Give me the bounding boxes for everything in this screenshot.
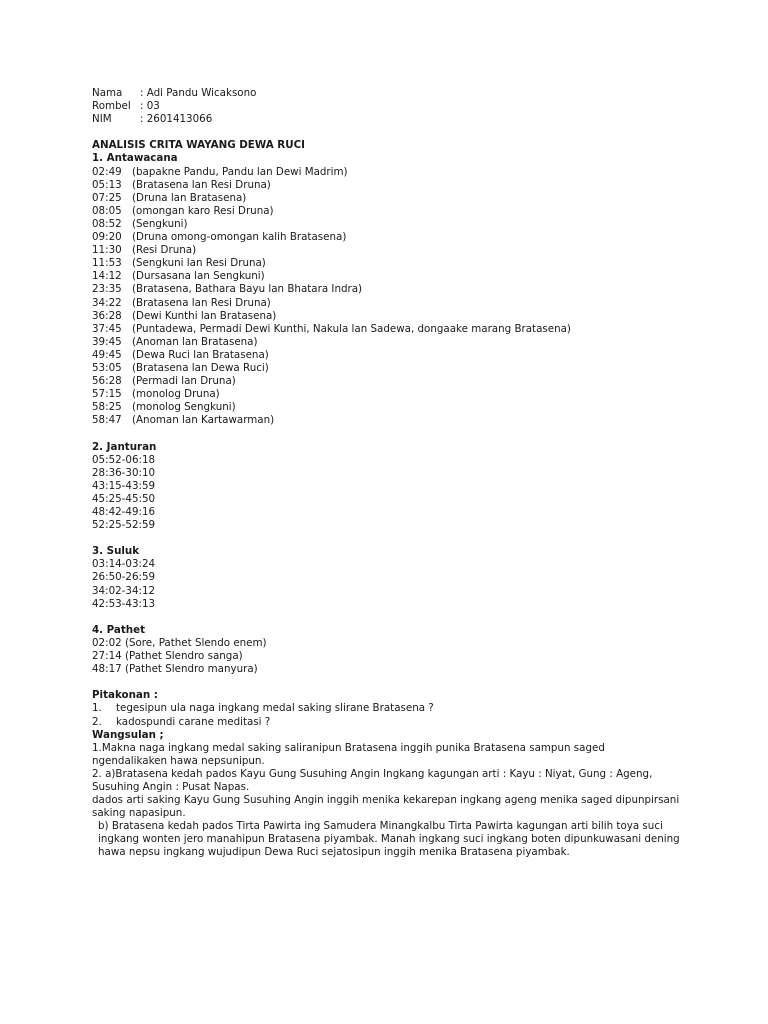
section-heading-janturan: 2. Janturan — [92, 440, 157, 453]
timestamp: 53:05 — [92, 361, 122, 374]
timestamp: 23:35 — [92, 283, 122, 296]
scene-description: (Anoman lan Kartawarman) — [132, 414, 275, 427]
question-text: tegesipun ula naga ingkang medal saking slirane Bratasena ? — [116, 702, 434, 715]
scene-description: (Permadi lan Druna) — [132, 375, 236, 388]
list-item — [92, 218, 682, 231]
timestamp: 02:49 — [92, 165, 122, 178]
timestamp: 39:45 — [92, 335, 122, 348]
scene-description: (Dewa Ruci lan Bratasena) — [132, 348, 269, 361]
scene-description: (Anoman lan Bratasena) — [132, 335, 258, 348]
timestamp: 14:12 — [92, 270, 122, 283]
scene-description: (Dewi Kunthi lan Bratasena) — [132, 309, 277, 322]
spacer — [92, 126, 682, 139]
timestamp: 05:13 — [92, 178, 122, 191]
scene-description: (Bratasena lan Dewa Ruci) — [132, 361, 269, 374]
answer-2a: 2. a)Bratasena kedah pados Kayu Gung Susuhing Angin Ingkang kagungan arti : Kayu : Niyat, Gung : Ageng, Susuhing Angin : Pusat Napas. — [92, 767, 653, 793]
antawacana-list — [92, 166, 682, 428]
list-item: 03:14-03:24 — [92, 558, 156, 571]
question-1 — [92, 702, 682, 715]
spacer — [92, 532, 682, 545]
timestamp: 58:25 — [92, 401, 122, 414]
list-item: 27:14 (Pathet Slendro sanga) — [92, 650, 243, 663]
scene-description: (monolog Druna) — [132, 388, 220, 401]
answer-2b: b) Bratasena kedah pados Tirta Pawirta ing Samudera Minangkalbu Tirta Pawirta kagungan arti bilih toya suci ingkang wonten jero manahipun Bratasena piyambak. Manah ingkang suci ingkang boten dipunkuwasani dening hawa nepsu ingkang wujudipun Dewa Ruci sejatosipun inggih menika Bratasena piyambak. — [98, 820, 680, 859]
timestamp: 08:05 — [92, 204, 122, 217]
wangsulan-heading: Wangsulan ; — [92, 728, 164, 741]
timestamp: 49:45 — [92, 348, 122, 361]
answer-1: 1.Makna naga ingkang medal saking saliranipun Bratasena inggih punika Bratasena sampun saged ngendalikaken hawa nepsunipun. — [92, 741, 605, 767]
timestamp: 56:28 — [92, 375, 122, 388]
student-info — [92, 87, 682, 126]
question-text: kadospundi carane meditasi ? — [116, 715, 271, 728]
list-item — [92, 349, 682, 362]
list-item: 52:25-52:59 — [92, 519, 156, 532]
section-heading-antawacana: 1. Antawacana — [92, 152, 178, 165]
scene-description: (Druna lan Bratasena) — [132, 191, 247, 204]
spacer — [92, 611, 682, 624]
rombel-label: Rombel — [92, 100, 131, 113]
nim-label: NIM — [92, 113, 112, 126]
timestamp: 09:20 — [92, 231, 122, 244]
scene-description: (bapakne Pandu, Pandu lan Dewi Madrim) — [132, 165, 348, 178]
timestamp: 36:28 — [92, 309, 122, 322]
list-item — [92, 375, 682, 388]
list-item — [92, 166, 682, 179]
scene-description: (Puntadewa, Permadi Dewi Kunthi, Nakula lan Sadewa, dongaake marang Bratasena) — [132, 322, 571, 335]
list-item — [92, 323, 682, 336]
scene-description: (Druna omong-omongan kalih Bratasena) — [132, 231, 347, 244]
scene-description: (Dursasana lan Sengkuni) — [132, 270, 265, 283]
list-item — [92, 414, 682, 427]
list-item: 42:53-43:13 — [92, 597, 156, 610]
list-item: 45:25-45:50 — [92, 492, 156, 505]
timestamp: 07:25 — [92, 191, 122, 204]
list-item — [92, 297, 682, 310]
nama-value: : Adi Pandu Wicaksono — [140, 87, 257, 99]
list-item: 48:42-49:16 — [92, 506, 156, 518]
list-item — [92, 205, 682, 218]
list-item — [92, 362, 682, 375]
list-item — [92, 231, 682, 244]
pitakonan-heading: Pitakonan : — [92, 689, 158, 702]
rombel-row — [92, 100, 682, 113]
list-item — [92, 388, 682, 401]
list-item — [92, 401, 682, 414]
spacer — [92, 676, 682, 689]
nim-value: : 2601413066 — [140, 113, 213, 126]
list-item — [92, 244, 682, 257]
timestamp: 57:15 — [92, 388, 122, 401]
scene-description: (Resi Druna) — [132, 244, 197, 257]
rombel-value: : 03 — [140, 100, 160, 113]
scene-description: (Sengkuni lan Resi Druna) — [132, 257, 266, 270]
pathet-list — [92, 637, 682, 676]
nim-row — [92, 113, 682, 126]
document-page — [92, 87, 682, 860]
scene-description: (Sengkuni) — [132, 217, 188, 230]
question-number: 2. — [92, 715, 102, 728]
section-heading-pathet: 4. Pathet — [92, 623, 146, 636]
list-item — [92, 283, 682, 296]
scene-description: (Bratasena lan Resi Druna) — [132, 178, 271, 191]
list-item: 28:36-30:10 — [92, 466, 156, 479]
timestamp: 58:47 — [92, 414, 122, 427]
list-item: 43:15-43:59 — [92, 479, 156, 492]
document-title: ANALISIS CRITA WAYANG DEWA RUCI — [92, 139, 305, 152]
list-item — [92, 179, 682, 192]
nama-label: Nama — [92, 87, 123, 99]
suluk-list — [92, 558, 682, 610]
question-2 — [92, 716, 682, 729]
list-item — [92, 270, 682, 283]
scene-description: (Bratasena lan Resi Druna) — [132, 296, 271, 309]
timestamp: 08:52 — [92, 217, 122, 230]
scene-description: (monolog Sengkuni) — [132, 401, 236, 414]
scene-description: (omongan karo Resi Druna) — [132, 204, 274, 217]
list-item: 26:50-26:59 — [92, 571, 156, 584]
list-item — [92, 192, 682, 205]
timestamp: 11:30 — [92, 244, 122, 257]
timestamp: 11:53 — [92, 257, 122, 270]
spacer — [92, 427, 682, 440]
list-item — [92, 336, 682, 349]
nama-row — [92, 87, 682, 100]
list-item — [92, 257, 682, 270]
section-heading-suluk: 3. Suluk — [92, 545, 140, 558]
timestamp: 37:45 — [92, 322, 122, 335]
timestamp: 34:22 — [92, 296, 122, 309]
answer-2a-continued: dados arti saking Kayu Gung Susuhing Angin inggih menika kekarepan ingkang ageng menika saged dipunpirsani saking napasipun. — [92, 794, 680, 820]
list-item: 02:02 (Sore, Pathet Slendo enem) — [92, 636, 267, 649]
question-number: 1. — [92, 702, 102, 715]
list-item — [92, 310, 682, 323]
scene-description: (Bratasena, Bathara Bayu lan Bhatara Indra) — [132, 283, 363, 296]
janturan-list — [92, 454, 682, 533]
list-item: 48:17 (Pathet Slendro manyura) — [92, 663, 258, 676]
list-item: 34:02-34:12 — [92, 584, 156, 597]
list-item: 05:52-06:18 — [92, 453, 156, 466]
